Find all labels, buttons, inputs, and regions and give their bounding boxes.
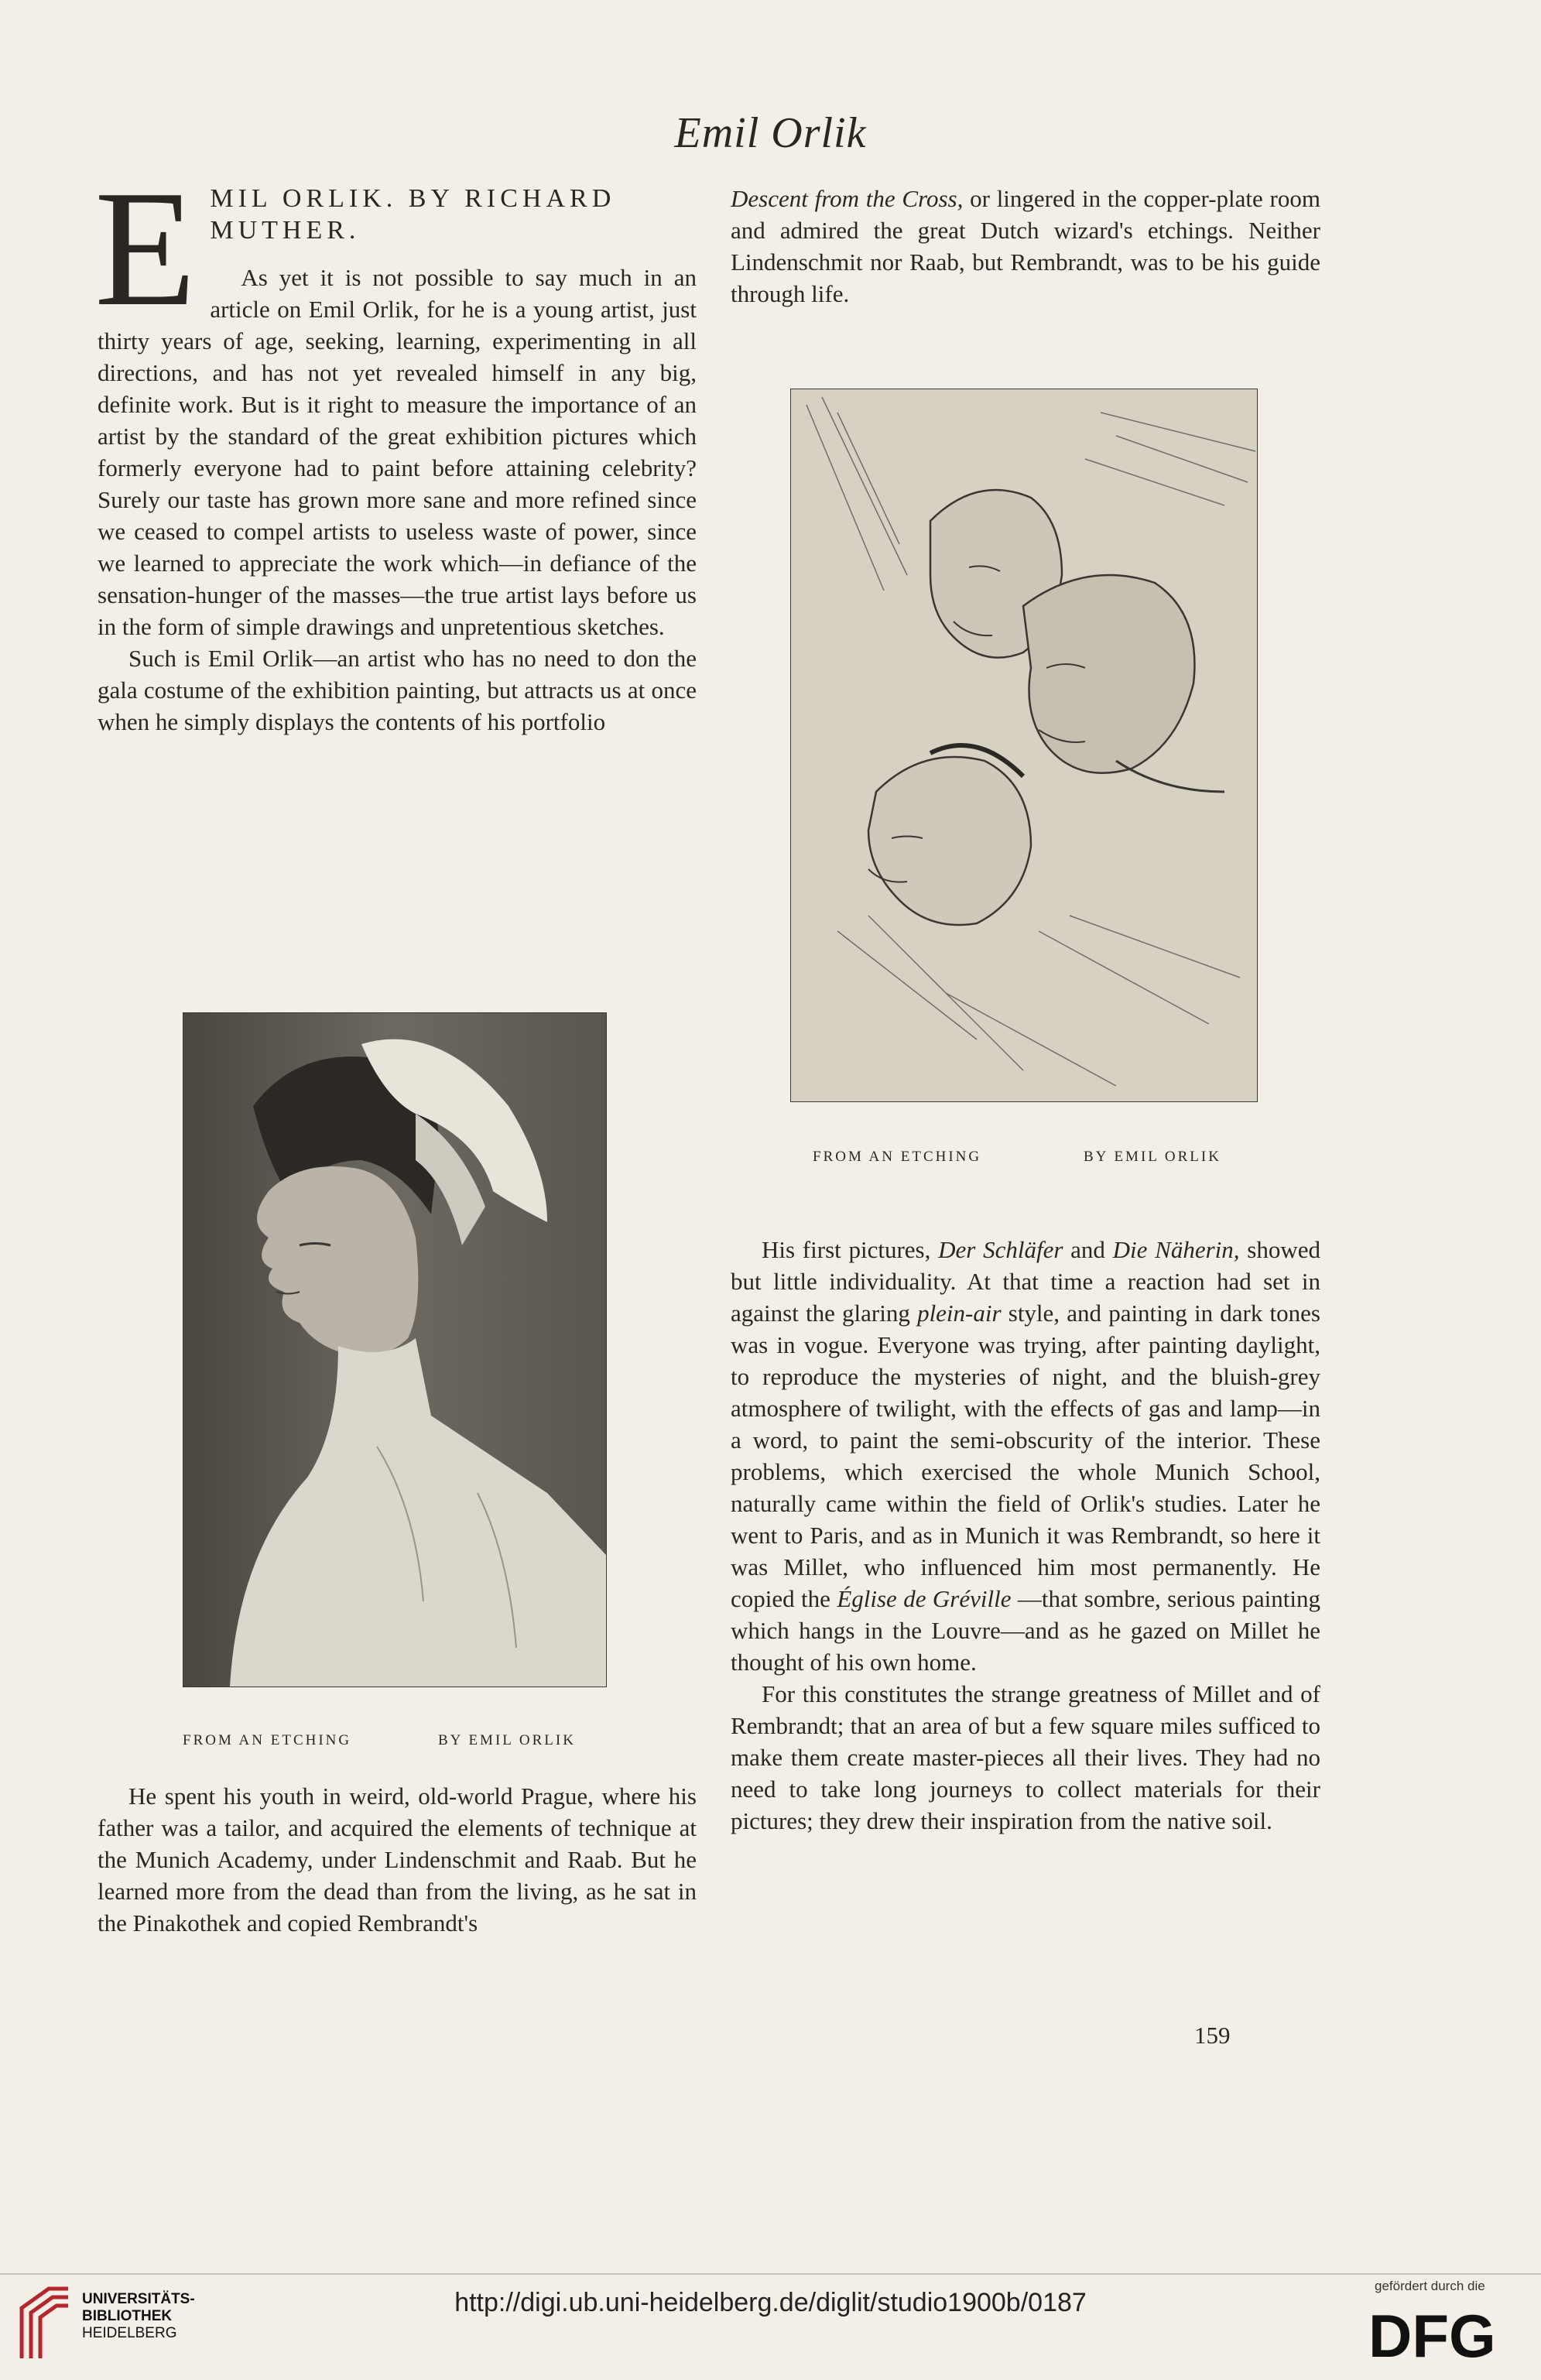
artwork-title: Der Schläfer	[938, 1236, 1063, 1263]
artwork-title: Descent from the Cross,	[731, 185, 964, 212]
right-plate-caption	[813, 1149, 1246, 1172]
body-text: —that sombre, serious painting which hangs in the Louvre—and as he gazed on Millet he thought of his own home.	[731, 1585, 1320, 1676]
body-paragraph: He spent his youth in weird, old-world Prague, where his father was a tailor, and acquired the elements of technique at the Munich Academy, under Lindenschmit and Raab. But he learned more from the dead than from the living, as he sat in the Pinakothek and copied Rembrandt's	[98, 1782, 697, 1937]
library-name-line-1: UNIVERSITÄTS-	[82, 2291, 195, 2307]
article-intro	[94, 156, 697, 738]
heads-etching-plate	[790, 389, 1258, 1102]
body-text: style, and painting in dark tones was in vogue. Everyone was trying, after painting daylight, to reproduce the mysteries of night, and the bluish-grey atmosphere of twilight, with the effects of gas and lamp—in a word, to paint the semi-obscurity of the interior. These problems, which exercised the whole Munich School, naturally came within the field of Orlik's studies. Later he went to Paris, and as in Munich it was Rembrandt, so here it was Millet, who influenced him most permanently. He copied the	[731, 1300, 1320, 1612]
artwork-title: Église de Gréville	[837, 1585, 1012, 1612]
dfg-logo-text: DFG	[1368, 2303, 1496, 2365]
article-continuation-right-bottom	[731, 1234, 1320, 1837]
heads-etching-image	[791, 389, 1257, 1101]
body-paragraph: For this constitutes the strange greatness of Millet and of Rembrandt; that an area of but a few square miles sufficed to make them create master-pieces all their lives. They had no need to take long journeys to collect materials for their pictures; they drew their inspiration from the native soil.	[731, 1680, 1320, 1834]
caption-from: FROM AN ETCHING	[813, 1149, 982, 1165]
article-continuation-left	[98, 1780, 697, 1939]
body-paragraph: Such is Emil Orlik—an artist who has no need to don the gala costume of the exhibition painting, but attracts us at once when he simply displays the contents of his portfolio	[98, 645, 697, 735]
dfg-logo-icon	[1368, 2303, 1523, 2365]
caption-artist: BY EMIL ORLIK	[1084, 1149, 1221, 1165]
italic-term: plein-air	[917, 1300, 1002, 1327]
running-head: Emil Orlik	[674, 109, 867, 157]
body-paragraph	[731, 1234, 1320, 1678]
body-paragraph: As yet it is not possible to say much in an article on Emil Orlik, for he is a young artist, just thirty years of age, seeking, learning, experimenting in all directions, and has not yet revealed himself in any big, definite work. But is it right to measure the importance of an artist by the standard of the great exhibition pictures which formerly everyone had to paint before attaining celebrity? Surely our taste has grown more sane and more refined since we ceased to compel artists to useless waste of power, since we learned to appreciate the work which—in defiance of the sensation-hunger of the masses—the true artist lays before us in the form of simple drawings and unpretentious sketches.	[98, 264, 697, 640]
drop-cap: E	[94, 156, 197, 341]
caption-artist: BY EMIL ORLIK	[438, 1732, 576, 1748]
body-text: showed but little individuality. At that time a reaction had set in against the glaring	[731, 1236, 1320, 1327]
left-plate-caption	[183, 1732, 605, 1755]
page-number: 159	[1194, 2022, 1231, 2049]
caption-from: FROM AN ETCHING	[183, 1732, 352, 1748]
body-text: His first pictures,	[762, 1236, 939, 1263]
body-text: or lingered in the copper-plate room and admired the great Dutch wizard's etchings. Neither Lindenschmit nor Raab, but Rembrandt, was to be his guide through life.	[731, 185, 1320, 307]
source-url-link[interactable]: http://digi.ub.uni-heidelberg.de/diglit/studio1900b/0187	[454, 2288, 1087, 2317]
body-paragraph	[731, 183, 1320, 310]
portrait-etching-plate	[183, 1012, 607, 1687]
artwork-title: Die Näherin,	[1112, 1236, 1240, 1263]
article-heading-line-2: MUTHER.	[210, 216, 361, 245]
funder-label: gefördert durch die	[1375, 2279, 1485, 2293]
body-text: and	[1063, 1236, 1113, 1263]
portrait-etching-image	[183, 1013, 606, 1687]
library-name-line-2: BIBLIOTHEK	[82, 2308, 173, 2324]
footer-divider	[0, 2273, 1541, 2275]
library-name-line-3: HEIDELBERG	[82, 2325, 177, 2341]
article-continuation-right-top	[731, 183, 1320, 310]
article-heading-line-1: MIL ORLIK. BY RICHARD	[210, 184, 616, 213]
